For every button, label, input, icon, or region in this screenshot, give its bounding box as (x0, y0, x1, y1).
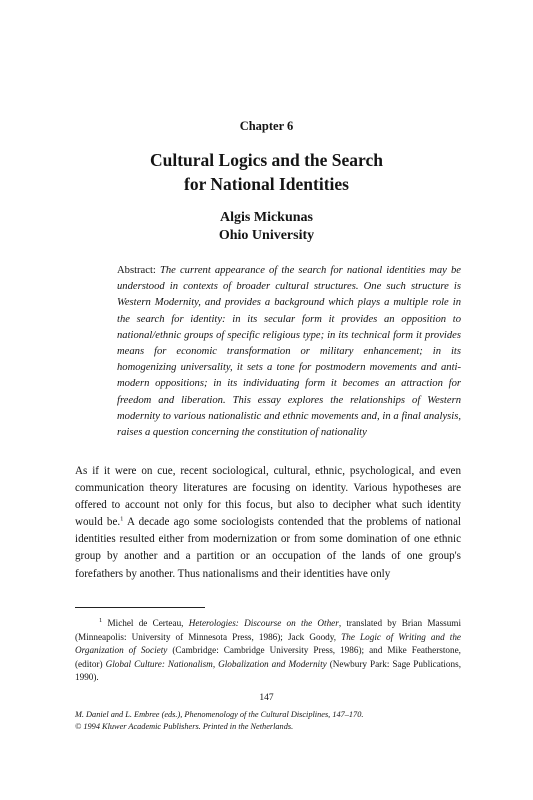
footnote-text-2: , translated by Brian Massumi (Minneapolis: University of Minnesota Press, 1986); Jack Goody, (75, 618, 462, 642)
citation-line-1: M. Daniel and L. Embree (eds.), Phenomenology of the Cultural Disciplines, 147–170. (75, 710, 364, 719)
footnote-work-title-1: Heterologies: Discourse on the Other (188, 618, 339, 628)
footnote-separator (75, 607, 205, 608)
body-text-part-1: As if it were on cue, recent sociological, cultural, ethnic, psychological, and even communication theory literatures are focusing on identity. Various hypotheses are offered to account not only for this focus, but also to decipher what such identity would be. (75, 465, 461, 529)
body-paragraph (75, 463, 461, 583)
footnote-number: 1 (99, 616, 103, 624)
chapter-title (0, 148, 533, 196)
footnote-text-3: (Cambridge: Cambridge University Press, 1986); and Mike Featherstone, (editor) (75, 645, 461, 669)
body-text-part-2: A decade ago some sociologists contended that the problems of national identities resulted either from modernization or from some domination of one ethnic group by another and a partition or an occupation of the lands of one group's forefathers by another. Thus nationalisms and their identities have only (75, 516, 461, 580)
abstract-text: The current appearance of the search for national identities may be understood in contexts of broader cultural structures. One such structure is Western Modernity, and provides a background which plays a multiple role in the search for identity: in its secular form it provides an opposition to national/ethnic groups of specific religious type; in its technical form it provides means for economic transformation or military enhancement; in its homogenizing universality, it sets a tone for postmodern movements and anti-modern oppositions; in its individuating form it becomes an attraction for freedom and liberation. This essay explores the relationships of Western modernity to various nationalistic and ethnic movements and, in a final analysis, raises a question concerning the constitution of nationality (117, 265, 462, 439)
footnote-work-title-2: The Logic of Writing and the Organization of Society (75, 631, 461, 656)
publication-citation (75, 709, 461, 733)
abstract (117, 263, 461, 441)
author-affiliation: Ohio University (218, 228, 315, 243)
footnote-work-title-3: Global Culture: Nationalism, Globalization and Modernity (105, 658, 327, 669)
footnote (75, 617, 461, 685)
author-name: Algis Mickunas (220, 210, 313, 225)
chapter-title-line-1: Cultural Logics and the Search (149, 150, 384, 170)
page-number: 147 (259, 693, 274, 703)
citation-line-2: © 1994 Kluwer Academic Publishers. Printed in the Netherlands. (75, 722, 294, 731)
footnote-text-1: Michel de Certeau, (102, 618, 189, 628)
author-block (0, 209, 533, 245)
footnote-text-4: (Newbury Park: Sage Publications, 1990). (75, 658, 461, 683)
abstract-label: Abstract: (117, 265, 156, 276)
chapter-label: Chapter 6 (239, 119, 294, 133)
chapter-title-line-2: for National Identities (184, 174, 349, 194)
footnote-reference[interactable]: 1 (120, 515, 124, 523)
